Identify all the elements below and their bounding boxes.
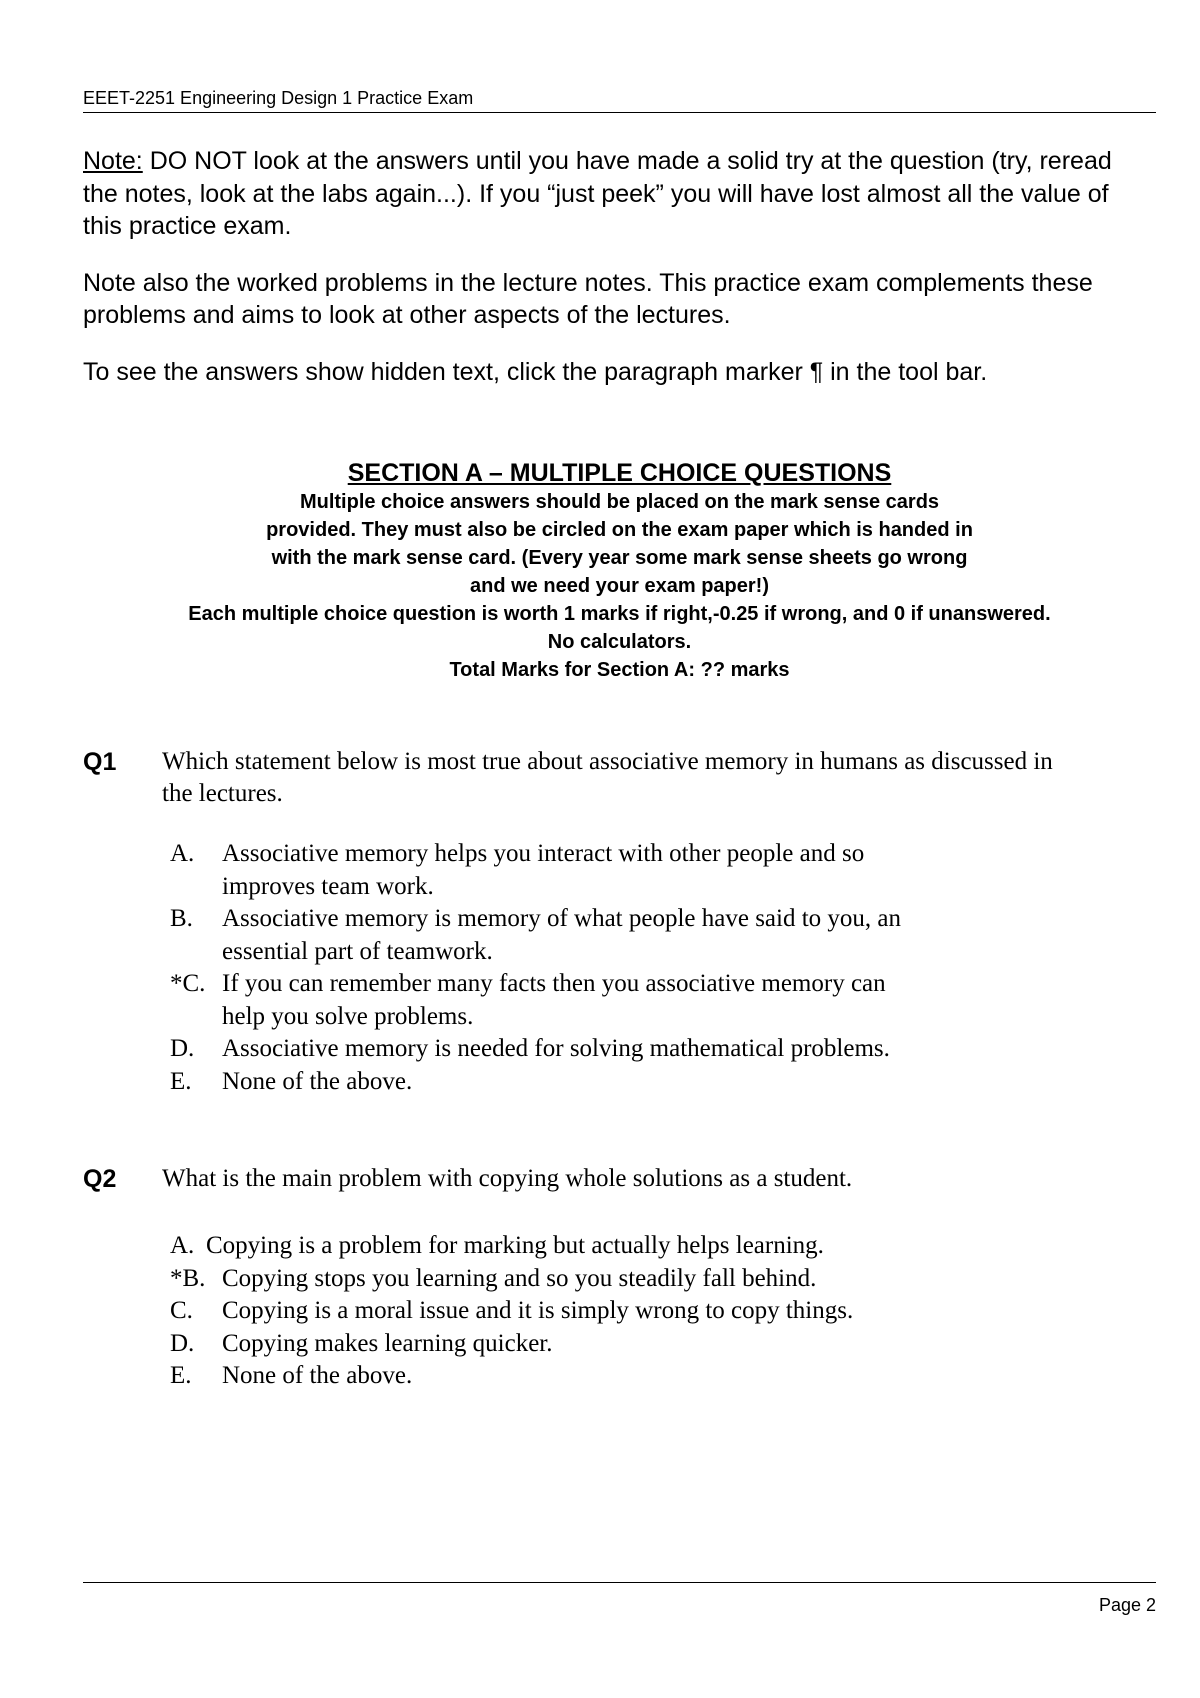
page-footer — [83, 1582, 1156, 1617]
option-text: Associative memory is memory of what people have said to you, an essential part of teamwork. — [222, 905, 902, 965]
option-text: Copying is a problem for marking but actually helps learning. — [206, 1232, 824, 1259]
option-text: Copying makes learning quicker. — [222, 1329, 553, 1357]
note-text: DO NOT look at the answers until you have made a solid try at the question (try, reread the notes, look at the labs again...). If you “just peek” you will have lost almost all the value of this practice exam. — [83, 147, 1112, 240]
option-letter: D. — [170, 1329, 195, 1357]
section-title: SECTION A – MULTIPLE CHOICE QUESTIONS — [347, 459, 892, 487]
answer-option[interactable] — [170, 1033, 930, 1066]
section-marking-scheme: Each multiple choice question is worth 1 marks if right,-0.25 if wrong, and 0 if unanswered. — [188, 603, 1051, 625]
q1-options — [170, 838, 930, 1098]
option-text: None of the above. — [222, 1362, 413, 1389]
option-letter: *B. — [170, 1264, 206, 1292]
option-letter: A. — [170, 840, 195, 867]
option-letter: D. — [170, 1035, 195, 1062]
option-letter: E. — [170, 1362, 192, 1389]
option-letter: E. — [170, 1067, 192, 1095]
option-letter: A. — [170, 1232, 195, 1259]
section-instruction-line: provided. They must also be circled on the exam paper which is handed in — [266, 519, 973, 541]
question-number: Q2 — [83, 1165, 117, 1193]
page-number: Page 2 — [1098, 1595, 1156, 1615]
answer-option[interactable] — [170, 903, 930, 968]
option-text: Copying stops you learning and so you steadily fall behind. — [222, 1264, 817, 1292]
question-text: What is the main problem with copying whole solutions as a student. — [162, 1165, 853, 1192]
section-total-marks: Total Marks for Section A: ?? marks — [449, 659, 790, 681]
answer-option[interactable] — [170, 1263, 930, 1296]
answer-option[interactable] — [170, 838, 930, 903]
section-instruction-line: and we need your exam paper!) — [470, 575, 769, 597]
option-text: Copying is a moral issue and it is simply wrong to copy things. — [222, 1297, 854, 1324]
worked-problems-paragraph: Note also the worked problems in the lecture notes. This practice exam complements these problems and aims to look at other aspects of the lectures. — [83, 268, 1093, 329]
section-instruction-line: Multiple choice answers should be placed on the mark sense cards — [299, 491, 940, 513]
option-letter: B. — [170, 905, 193, 932]
section-a-heading — [83, 458, 1156, 684]
page-header — [83, 86, 1156, 113]
answer-option[interactable] — [170, 1328, 930, 1361]
hidden-text-paragraph: To see the answers show hidden text, click the paragraph marker ¶ in the tool bar. — [83, 357, 988, 386]
option-text: None of the above. — [222, 1067, 413, 1095]
section-calculator-note: No calculators. — [547, 631, 692, 653]
option-letter: *C. — [170, 970, 206, 997]
question-text: Which statement below is most true about associative memory in humans as discussed in the lectures. — [162, 748, 1053, 807]
q2-options — [170, 1230, 930, 1393]
intro-notes — [83, 145, 1143, 412]
note-paragraph — [83, 145, 1143, 243]
option-text: Associative memory is needed for solving mathematical problems. — [222, 1035, 890, 1062]
header-title: EEET-2251 Engineering Design 1 Practice Exam — [83, 88, 474, 108]
answer-option[interactable] — [170, 1295, 930, 1328]
answer-option[interactable] — [170, 1360, 930, 1393]
option-letter: C. — [170, 1297, 193, 1324]
answer-option[interactable] — [170, 1066, 930, 1099]
option-text: Associative memory helps you interact with other people and so improves team work. — [222, 840, 865, 900]
section-instruction-line: with the mark sense card. (Every year some mark sense sheets go wrong — [271, 547, 968, 569]
option-text: If you can remember many facts then you associative memory can help you solve problems. — [222, 970, 886, 1030]
note-label: Note: — [83, 147, 143, 175]
question-number: Q1 — [83, 748, 117, 776]
answer-option[interactable] — [170, 1230, 930, 1263]
answer-option[interactable] — [170, 968, 930, 1033]
